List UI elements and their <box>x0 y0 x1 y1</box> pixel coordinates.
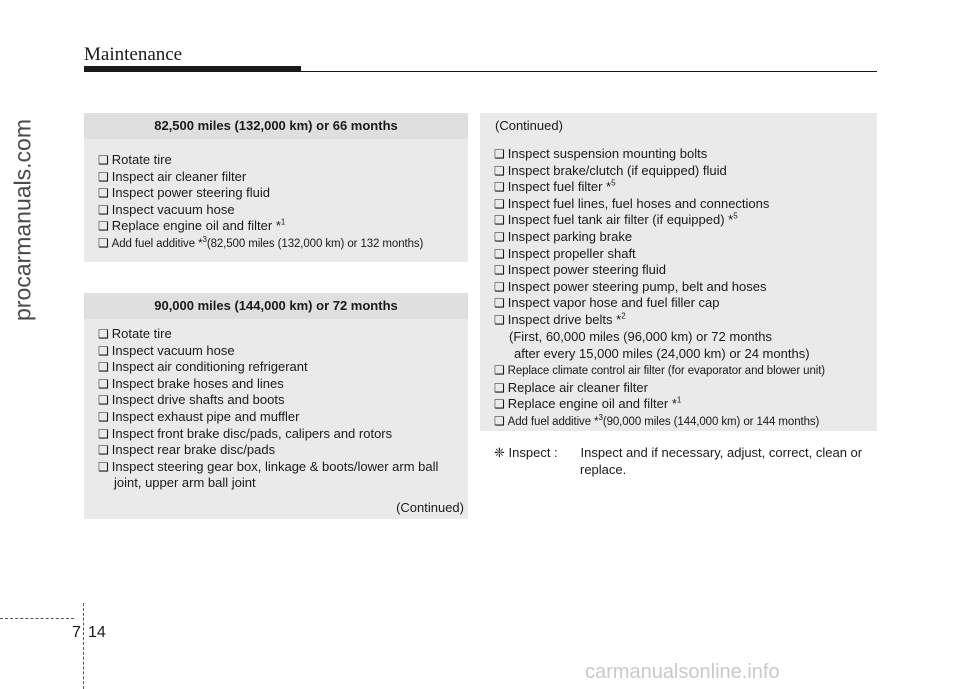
checkbox-icon: ❑ <box>98 219 109 234</box>
list-item-text: Inspect power steering pump, belt and hoses <box>507 278 767 294</box>
panel-heading: 90,000 miles (144,000 km) or 72 months <box>84 293 468 319</box>
list-item <box>98 409 464 426</box>
list-item-text: Replace engine oil and filter * <box>111 218 281 234</box>
list-item <box>494 229 873 246</box>
list-item-text: Inspect suspension mounting bolts <box>507 146 708 161</box>
checkbox-icon: ❑ <box>494 196 505 211</box>
list-item <box>98 169 464 186</box>
list-item-text: Inspect exhaust pipe and muffler <box>111 408 300 424</box>
footnote-ref: 1 <box>676 395 682 405</box>
crop-mark-vertical <box>83 603 84 689</box>
list-item-text: Replace engine oil and filter * <box>507 396 677 412</box>
checklist <box>494 146 873 329</box>
page-number: 14 <box>88 624 106 641</box>
list-item-text: Rotate tire <box>111 326 172 341</box>
continued-note: (Continued) <box>396 500 464 515</box>
checkbox-icon: ❑ <box>98 426 109 441</box>
list-item <box>494 380 873 397</box>
list-item-text: Inspect rear brake disc/pads <box>111 442 276 458</box>
list-item-text: Inspect drive belts * <box>507 311 622 327</box>
note-mark-icon: ❈ <box>494 445 505 460</box>
list-item-text: Inspect air conditioning refrigerant <box>111 359 308 375</box>
list-item-tail: (90,000 miles (144,000 km) or 144 months) <box>602 415 820 428</box>
side-watermark <box>8 90 38 350</box>
list-item <box>98 459 464 476</box>
checkbox-icon: ❑ <box>98 443 109 458</box>
list-item <box>98 442 464 459</box>
list-item-text: Inspect steering gear box, linkage & boots/lower arm ball <box>111 458 439 474</box>
note-text-line1: Inspect and if necessary, adjust, correct, clean or <box>580 445 863 460</box>
list-item <box>98 392 464 409</box>
list-item <box>494 196 873 213</box>
note-text-line2: replace. <box>580 462 627 477</box>
list-item-text: Replace air cleaner filter <box>507 379 648 395</box>
list-item <box>98 426 464 443</box>
list-item <box>494 212 873 229</box>
list-item-text: Inspect drive shafts and boots <box>111 392 285 408</box>
list-item <box>98 359 464 376</box>
checkbox-icon: ❑ <box>98 235 109 250</box>
footnote-ref: 3 <box>598 412 603 422</box>
list-item-text: Inspect fuel lines, fuel hoses and connections <box>507 195 770 211</box>
list-item-text: Inspect front brake disc/pads, calipers and rotors <box>111 425 393 441</box>
list-item <box>98 376 464 393</box>
checkbox-icon: ❑ <box>494 213 505 228</box>
checkbox-icon: ❑ <box>98 376 109 391</box>
list-item-text: Inspect vacuum hose <box>111 342 235 358</box>
checklist <box>98 326 464 475</box>
checkbox-icon: ❑ <box>494 246 505 261</box>
continued-label: (Continued) <box>495 118 563 133</box>
list-item <box>494 246 873 263</box>
maintenance-panel-82500 <box>84 113 468 262</box>
chapter-number: 7 <box>72 624 81 641</box>
checkbox-icon: ❑ <box>98 202 109 217</box>
watermark-text: procarmanuals.com <box>9 119 36 321</box>
checkbox-icon: ❑ <box>494 413 505 428</box>
list-item <box>98 326 464 343</box>
header-rule-thin <box>301 71 877 72</box>
list-item-text: Inspect parking brake <box>507 228 633 244</box>
checkbox-icon: ❑ <box>494 279 505 294</box>
list-item-text: Inspect propeller shaft <box>507 245 636 261</box>
checkbox-icon: ❑ <box>494 263 505 278</box>
checkbox-icon: ❑ <box>98 360 109 375</box>
footnote-ref: 3 <box>202 235 207 245</box>
bottom-watermark: carmanualsonline.info <box>585 661 780 683</box>
checkbox-icon: ❑ <box>494 397 505 412</box>
checkbox-icon: ❑ <box>98 393 109 408</box>
list-item <box>494 295 873 312</box>
list-item <box>98 343 464 360</box>
crop-mark-horizontal <box>0 618 74 619</box>
note-label: Inspect : <box>508 445 558 460</box>
checkbox-icon: ❑ <box>98 459 109 474</box>
checklist <box>494 362 873 430</box>
list-item-text: Inspect air cleaner filter <box>111 168 247 184</box>
header-rule-thick <box>84 66 301 72</box>
inspect-note <box>494 444 876 478</box>
checklist <box>98 152 464 253</box>
checkbox-icon: ❑ <box>494 180 505 195</box>
list-item <box>494 362 873 380</box>
list-item-text: Inspect power steering fluid <box>111 185 271 201</box>
footnote-ref: 2 <box>621 311 626 321</box>
checkbox-icon: ❑ <box>98 169 109 184</box>
panel-heading: 82,500 miles (132,000 km) or 66 months <box>84 113 468 139</box>
list-item-text: Inspect vapor hose and fuel filler cap <box>507 295 720 311</box>
checkbox-icon: ❑ <box>98 186 109 201</box>
maintenance-panel-90000 <box>84 293 468 519</box>
checkbox-icon: ❑ <box>494 163 505 178</box>
list-item-text: Add fuel additive * <box>507 415 599 428</box>
list-item-text: Replace climate control air filter (for evaporator and blower unit) <box>507 365 826 377</box>
checkbox-icon: ❑ <box>494 363 505 377</box>
list-item <box>494 146 873 163</box>
checkbox-icon: ❑ <box>494 296 505 311</box>
page-title: Maintenance <box>84 44 183 65</box>
list-item <box>98 185 464 202</box>
list-item <box>98 202 464 219</box>
checkbox-icon: ❑ <box>494 147 505 161</box>
list-item-text: Inspect brake/clutch (if equipped) fluid <box>507 162 727 178</box>
list-item <box>98 218 464 235</box>
list-item <box>98 235 464 253</box>
list-item <box>494 163 873 180</box>
list-item-tail: (82,500 miles (132,000 km) or 132 months) <box>206 237 424 250</box>
list-item <box>494 312 873 329</box>
list-item <box>494 279 873 296</box>
list-item-text: Add fuel additive * <box>111 237 203 250</box>
checkbox-icon: ❑ <box>98 343 109 358</box>
list-item-text: Inspect vacuum hose <box>111 201 235 217</box>
footnote-ref: 5 <box>733 212 738 222</box>
checkbox-icon: ❑ <box>494 229 505 244</box>
drive-belt-interval-line2: after every 15,000 miles (24,000 km) or 24 months) <box>514 346 810 361</box>
checkbox-icon: ❑ <box>98 327 109 341</box>
list-item-text: Inspect brake hoses and lines <box>111 375 284 391</box>
list-item-continuation: joint, upper arm ball joint <box>114 475 256 490</box>
footnote-ref: 1 <box>280 218 286 228</box>
list-item <box>98 152 464 169</box>
maintenance-panel-90000-continued <box>480 113 877 431</box>
checkbox-icon: ❑ <box>98 153 109 167</box>
list-item <box>494 396 873 413</box>
drive-belt-interval-line1: (First, 60,000 miles (96,000 km) or 72 months <box>509 329 772 344</box>
list-item-text: Rotate tire <box>111 152 172 167</box>
checkbox-icon: ❑ <box>494 312 505 327</box>
list-item <box>494 262 873 279</box>
checkbox-icon: ❑ <box>494 380 505 395</box>
list-item <box>494 179 873 196</box>
list-item-text: Inspect fuel tank air filter (if equipped) * <box>507 212 734 228</box>
list-item <box>494 413 873 431</box>
checkbox-icon: ❑ <box>98 409 109 424</box>
footnote-ref: 5 <box>611 178 616 188</box>
list-item-text: Inspect power steering fluid <box>507 262 667 278</box>
list-item-text: Inspect fuel filter * <box>507 179 612 195</box>
